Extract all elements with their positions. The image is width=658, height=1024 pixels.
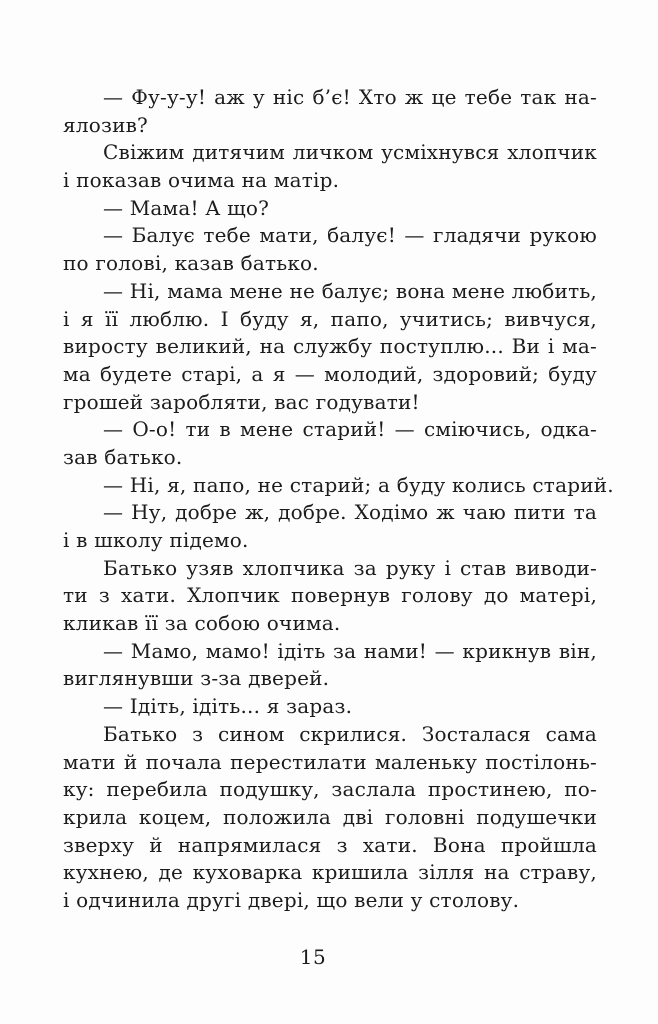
text-line: виросту великий, на службу поступлю... Ви і ма- [63,334,597,359]
text-line: виглянувши з-за дверей. [63,666,330,691]
text-line: — Мамо, мамо! ідіть за нами! — крикнув він, [103,638,597,663]
text-line: Свіжим дитячим личком усміхнувся хлопчик [103,140,597,165]
text-line: ма будете старі, а я — молодий, здоровий; буду [63,361,597,386]
text-line: і показав очима на матір. [63,168,340,193]
text-line: — Ідіть, ідіть... я зараз. [103,694,353,719]
text-line: і одчинила другі двері, що вели у столову. [63,887,520,912]
text-line: — Мама! А що? [103,195,270,220]
text-line: ялозив? [63,112,148,137]
text-line: крила коцем, положила дві головні подушечки [63,804,597,829]
page-number: 15 [299,945,327,969]
page-text [63,84,614,915]
text-line: — Ні, я, папо, не старий; а буду колись старий. [103,472,614,497]
text-line: зверху й напрямилася з хати. Вона пройшла [63,832,597,857]
text-line: Батько узяв хлопчика за руку і став виводи- [103,555,597,580]
text-line: — О-о! ти в мене старий! — сміючись, одка- [103,417,597,442]
text-line: по голові, казав батько. [63,251,319,276]
text-line: і в школу підемо. [63,528,249,552]
text-line: кликав її за собою очима. [63,611,341,636]
text-line: — Фу-у-у! аж у ніс б’є! Хто ж це тебе так на- [103,85,597,109]
text-line: грошей заробляти, вас годувати! [63,389,420,414]
text-line: мати й почала перестилати маленьку постілонь- [63,749,597,774]
text-line: кухнею, де куховарка кришила зілля на страву, [63,860,597,885]
text-line: зав батько. [63,444,183,469]
text-line: ти з хати. Хлопчик повернув голову до матері, [63,583,597,608]
text-line: — Ні, мама мене не балує; вона мене любить, [103,278,597,303]
text-line: ку: перебила подушку, заслала простинею, по- [63,777,597,802]
text-line: Батько з сином скрилися. Зосталася сама [103,721,597,746]
text-line: — Ну, добре ж, добре. Ходімо ж чаю пити та [103,500,597,525]
text-line: — Балує тебе мати, балує! — гладячи рукою [103,223,597,248]
text-line: і я її люблю. І буду я, папо, учитись; вивчуся, [63,306,597,331]
